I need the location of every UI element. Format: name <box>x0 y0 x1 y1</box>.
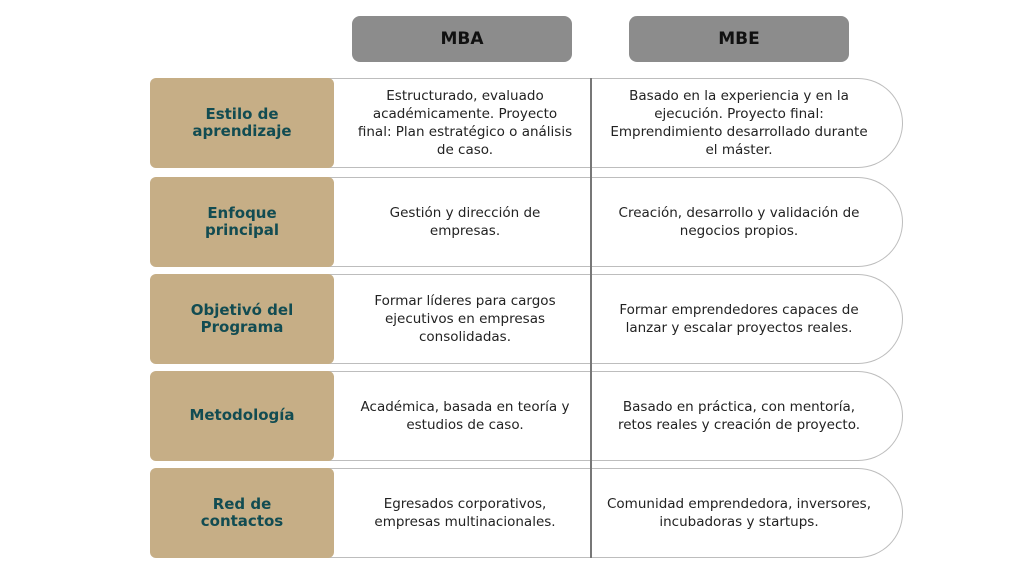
mbe-cell: Comunidad emprendedora, inversores, incubadoras y startups. <box>607 495 871 530</box>
row-objetivo-programa <box>150 274 903 364</box>
row-red-contactos <box>150 468 903 558</box>
row-label: Enfoque principal <box>150 177 334 267</box>
column-divider <box>590 78 592 558</box>
mbe-cell: Basado en práctica, con mentoría, retos reales y creación de proyecto. <box>617 398 861 433</box>
row-estilo-aprendizaje <box>150 78 903 168</box>
mbe-cell: Basado en la experiencia y en la ejecución. Proyecto final: Emprendimiento desarrollado durante el máster. <box>610 87 868 159</box>
row-label: Red de contactos <box>150 468 334 558</box>
mba-cell: Formar líderes para cargos ejecutivos en empresas consolidadas. <box>374 292 556 346</box>
mba-cell: Egresados corporativos, empresas multinacionales. <box>374 495 556 530</box>
row-label: Objetivó del Programa <box>150 274 334 364</box>
row-label: Metodología <box>150 371 334 461</box>
mba-cell: Estructurado, evaluado académicamente. Proyecto final: Plan estratégico o análisis de caso. <box>357 87 573 159</box>
mba-cell: Gestión y dirección de empresas. <box>389 204 541 239</box>
row-label: Estilo de aprendizaje <box>150 78 334 168</box>
header-mba: MBA <box>352 16 572 62</box>
header-mbe: MBE <box>629 16 849 62</box>
mba-cell: Académica, basada en teoría y estudios de caso. <box>360 398 570 433</box>
mbe-cell: Formar emprendedores capaces de lanzar y escalar proyectos reales. <box>619 301 859 336</box>
row-metodologia <box>150 371 903 461</box>
row-enfoque-principal <box>150 177 903 267</box>
mbe-cell: Creación, desarrollo y validación de negocios propios. <box>618 204 860 239</box>
